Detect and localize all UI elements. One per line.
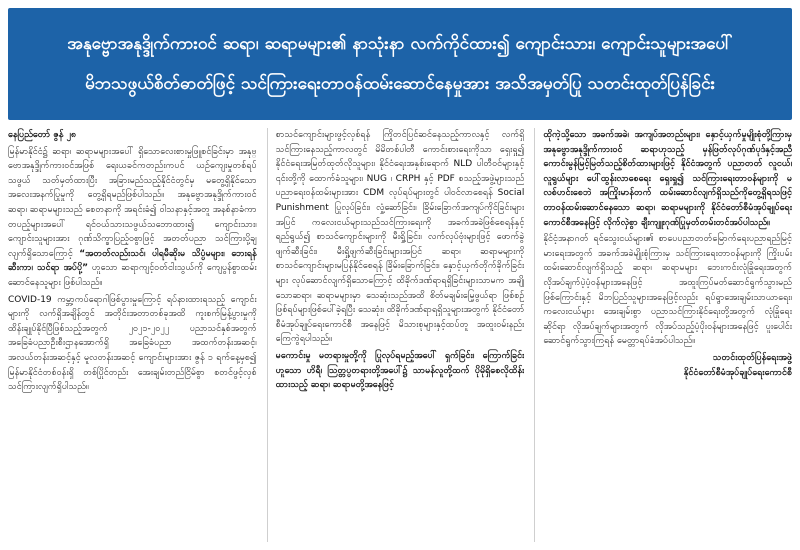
signoff: [543, 351, 792, 380]
paragraph-attacks: စာသင်ကျောင်းများဖွင့်လှစ်ရန် ကြိုတင်ပြင်ဆင်နေသည့်ကာလနှင့် လက်ရှိသင်ကြားနေသည့်ကာလတွင် မိမိတစ်ပါတီ ကောင်းစားရေးကိုသာ ရှေးရှု၍ နိုင်ငံရေးအမြတ်ထုတ်လိုသူများ၊ နိုင်ငံရေးအနှစ်းရောက် NLD ပါတီဝင်များနှင့် ၎င်းတို့ကို ထောက်ခံသူများ၊ NUG ၊ CRPH နှင့် PDF စသည့်အဖွဲ့များသည် ပညာရေးဝန်ထမ်းများအား CDM လုပ်ရပ်များတွင် ပါဝင်လာစေရန် Social Punishment ပြုလုပ်ခြင်း၊ လှုံ့ဆော်ခြင်း၊ ခြိမ်းခြောက်အကျပ်ကိုင်ခြင်းများအပြင် ကလေးငယ်များသည်သင်ကြားရေးကို အခက်အခဲဖြစ်စေရန်နှင့်ရည်ရွယ်၍ စာသင်ကျောင်းများကို မီးရှို့ခြင်း၊ လက်လုပ်ဗုံးများဖြင့် ဖောက်ခွဲဖျက်ဆီးခြင်း၊ မီးရှို့ဖျက်ဆီးခြင်းများအပြင် ဆရာ၊ ဆရာမများကို စာသင်ကျောင်းများမပြန်နိုင်စေရန် ခြိမ်းခြောက်ခြင်း၊ နှောင့်ယှက်တိုက်ခိုက်ခြင်းများ လုပ်ဆောင်လျက်ရှိသောကြောင့် ထိခိုက်ဒဏ်ရာရရှိခြင်းများသာမက အချို့သောဆရာ၊ ဆရာမများမှာ သေဆုံးသည်အထိ စိတ်မချမ်းမြေ့ဖွယ်ရာ ဖြစ်စဉ်ဖြစ်ရပ်များဖြစ်ပေါ်ခဲ့ရပြီး သေဆုံး၊ ထိခိုက်ဒဏ်ရာရရှိသူများအတွက် နိုင်ငံတော်စီမံအုပ်ချုပ်ရေးကောင်စီ အနေဖြင့် မိသားစုများနှင့်ထပ်တူ အထူးဝမ်းနည်းကြေကွဲရပါသည်။: [275, 130, 525, 345]
paragraph-covid: COVID-19 ကမ္ဘာ့ကပ်ရောဂါဖြစ်ပွားမှုကြောင့် ရပ်နားထားရသည့် ကျောင်းများကို လက်ရှိအချိန်တွင် အတိုင်းအတာတစ်ခုအထိ ကူးစက်မြန့်ပွားမှုကို ထိန်းချုပ်နိုင်ပြီဖြစ်သည့်အတွက် ၂၀၂၁-၂၀၂၂ ပညာသင်နှစ်အတွက် အခြေခံပညာဦးစီးဌာနအောက်ရှိ အခြေခံပညာ အထက်တန်းအဆင့်၊ အလယ်တန်းအဆင့်နှင့် မူလတန်းအဆင့် ကျောင်းများအား ဇွန် ၁ ရက်နေ့မှစ၍ မြန်မာနိုင်ငံတစ်ဝန်းရှိ တစ်ပြိုင်တည်း အေးချမ်းတည်ငြိမ်စွာ စတင်ဖွင့်လှစ်သင်ကြားလျက်ရှိပါသည်။: [8, 294, 257, 393]
paragraph-ethics: မကောင်းမှု မတရားမှုတို့ကို ပြုလုပ်ရမည့်အပေါ် ရှက်ခြင်း၊ ကြောက်ခြင်းဟူသော ဟိရီ၊ ဩတ္တပ္ပတရားတို့အပေါ်၌ သာမန်လူတို့ထက် ပိုမိုရှိစေလိုထိန်းထားသည့် ဆရာ၊ ဆရာမတို့အနေဖြင့်: [275, 350, 525, 391]
headline-line-1: အနုဗ္ဗောအနုဒ္ဒိုက်ကားဝင် ဆရာ၊ ဆရာမများ၏ နာသုံးနာ လက်ကိုင်ထား၍ ကျောင်းသား၊ ကျောင်းသူများအပေါ်: [67, 34, 733, 54]
teacher-duties-quote: “အတတ်လည်းသင်၊ ပါရမီဆိုးမ သိပ္ပံမများ၊ ဘေးရန်ဆီးကာ၊ သင်ရာ အပ်ပို့”: [8, 248, 257, 274]
dateline: နေပြည်တော် ဇွန် ၂၈: [8, 130, 77, 140]
paragraph-intro-end: ဟူသော ဆရာကျင့်ဝတ်ငါးသွယ်ကို ကျေပွန်စွာထမ်းဆောင်နေသူများ ဖြစ်ပါသည်။: [8, 263, 257, 288]
headline-line-2: မိဘသဖွယ်စိတ်ဓာတ်ဖြင့် သင်ကြားရေးတာဝန်ထမ်းဆောင်နေမှုအား အသိအမှတ်ပြု သတင်းထုတ်ပြန်ခြင်း: [85, 74, 715, 94]
article-column-1: [8, 128, 257, 542]
signoff-council: နိုင်ငံတော်စီမံအုပ်ချုပ်ရေးကောင်စီ: [683, 367, 793, 378]
article-column-2: [267, 128, 525, 542]
article-body: [8, 128, 792, 542]
paragraph-appeal: နိုင်ငံ့အနာဂတ် ရင်သွေးငယ်များ၏ စာပေပညာတတ်မြောက်ရေးပညာရည်မြင့်မားရေးအတွက် အခက်အခဲမျိုးစုံကြားမှ သင်ကြားရေးတာဝန်များကို ကြိုးပမ်းထမ်းဆောင်လျက်ရှိသည့် ဆရာ၊ ဆရာမများ ဘေးကင်းလုံခြုံရေးအတွက် လိုအပ်ချက်ပဲ့ပံ့ဝန်များအနေဖြင့် အထူးကြပ်မတ်ဆောင်ရွက်သွားမည်ဖြစ်ကြောင်းနှင့် မိဘပြည်သူများအနေဖြင့်လည်း ရပ်ရွာအေးချမ်းသာယာရေး၊ ကလေးငယ်များ အေးချမ်းစွာ ပညာသင်ကြားနိုင်ရေးတို့အတွက် လုံခြုံရေးဆိုင်ရာ လိုအပ်ချက်များအတွက် လိုအပ်သည့်ပံ့ပိုးဝန်များအနေဖြင့် ပူးပေါင်း ဆောင်ရွက်သွားကြရန် မေတ္တာရပ်ခံအပ်ပါသည်။: [543, 234, 793, 347]
signoff-team: သတင်းထုတ်ပြန်ရေးအဖွဲ့: [712, 352, 793, 363]
paragraph-intro: မြန်မာနိုင်ငံ၌ ဆရာ၊ ဆရာမများအပေါ် ရှိသောလေးစားမှုဖြူစင်ခြင်းမှာ အနုဗ္ဗောအနုဒ္ဒိုက်ကားဝင်အဖြစ် ရေးယခင်ကတည်းကပင် ယဉ်ကျေးမှုတစ်ရပ်သဖွယ် သတ်မှတ်ထားပြီး အခြားမည်သည့်နိုင်ငံတွင်မှ မတွေ့ရှိနိုင်သော အလေးအနက်ပြုမှုကို တွေ့ရှိရမည်ဖြစ်ပါသည်။ အနုဗ္ဗောအနုဒ္ဒိုက်ကားဝင် ဆရာ၊ ဆရာမများသည် စေတနာကို အရင်းခံ၍ ဝါသနာနှင့်အတူ အနစ်နာခံကာ တပည့်များအပေါ် ရင်ဝယ်သားသဖွယ်သဘောထား၍ ကျောင်းသား၊ ကျောင်းသူများအား ဂုဏ်သိက္ခာပြည့်ဝစွာဖြင့် အတတ်ပညာ သင်ကြားပို့ချလျက်ရှိသောကြောင့်: [8, 146, 257, 259]
article-column-3: [534, 128, 792, 542]
headline-banner: [8, 8, 792, 120]
paragraph-commendation: ထိုကဲ့သို့သော အခက်အခဲ၊ အကျပ်အတည်းများ၊ နှောင့်ယှက်မှုမျိုးစုံတို့ကြားမှ အနုဗ္ဗောအနုဒ္ဒိုက်ကားဝင် ဆရာဟုသည့် မှန်ဖြတ်လုပ်ဂုဏ်ပုဒ်နှင့်အညီ ကောင်းမွန်မြင့်မြတ်သည့်စိတ်ထားများဖြင့် နိုင်ငံအတွက် ပညာတတ် လူငယ်၊ လူရွယ်များ ပေါ်ထွန်းလာစေရေး ရှေးရှု၍ သင်ကြားရေးတာဝန်များကို မလစ်ဟင်းစေဘဲ အကြိုးမာန်တက် ထမ်းဆောင်လျက်ရှိသည်ကိုတွေ့ရှိရသဖြင့် တာဝန်ထမ်းဆောင်နေသော ဆရာ၊ ဆရာမများကို နိုင်ငံတော်စီမံအုပ်ချုပ်ရေးကောင်စီအနေဖြင့် လိုက်လှဲစွာ ချီးကျူးဂုဏ်ပြုမှတ်တမ်းတင်အပ်ပါသည်။: [543, 130, 793, 228]
